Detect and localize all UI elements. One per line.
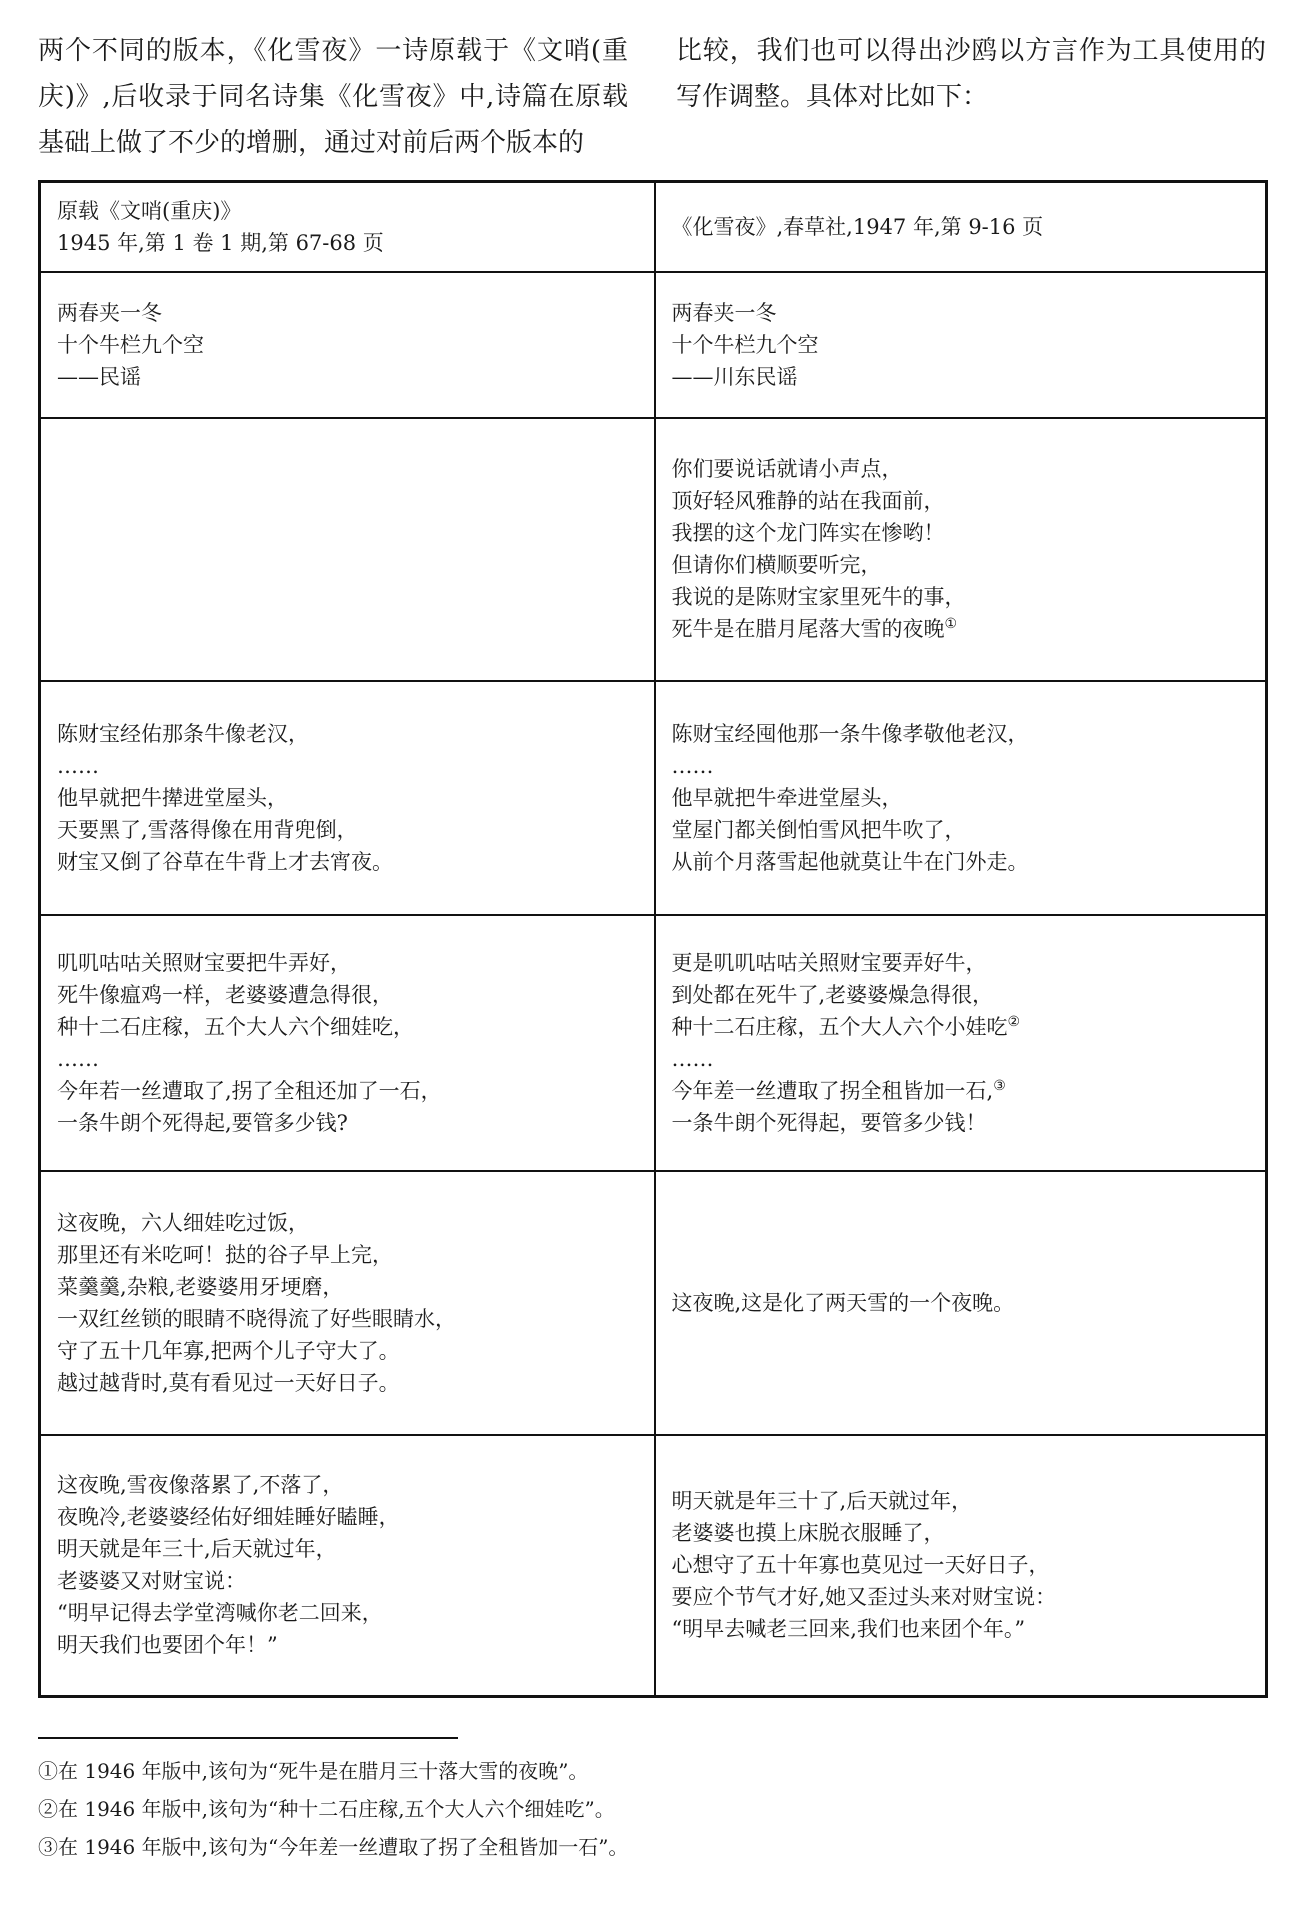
poem-line: ——民谣 xyxy=(57,364,141,389)
poem-line: 这夜晚,雪夜像落累了,不落了， xyxy=(57,1473,344,1498)
poem-line: ——川东民谣 xyxy=(671,364,798,389)
footnote-divider xyxy=(38,1737,458,1739)
poem-line: 老婆婆又对财宝说： xyxy=(57,1569,246,1594)
poem-line: 明天就是年三十了,后天就过年， xyxy=(671,1489,973,1514)
poem-line: 心想守了五十年寡也莫见过一天好日子， xyxy=(671,1553,1050,1578)
poem-line: 要应个节气才好,她又歪过头来对财宝说： xyxy=(671,1585,1057,1610)
poem-line: 越过越背时,莫有看见过一天好日子。 xyxy=(57,1370,400,1395)
poem-line: 老婆婆也摸上床脱衣服睡了， xyxy=(671,1521,945,1546)
poem-line: 明天就是年三十,后天就过年， xyxy=(57,1537,337,1562)
poem-line: 明天我们也要团个年！” xyxy=(57,1633,278,1658)
intro-paragraph-left: 两个不同的版本，《化雪夜》一诗原载于《文哨(重庆)》,后收录于同名诗集《化雪夜》中,诗篇在原载基础上做了不少的增删，通过对前后两个版本的 xyxy=(38,36,628,158)
poem-line: 从前个月落雪起他就莫让牛在门外走。 xyxy=(671,849,1029,874)
cell-revised-version xyxy=(655,1171,1267,1435)
poem-line: 今年若一丝遭取了,拐了全租还加了一石， xyxy=(57,1078,442,1103)
cell-revised-version xyxy=(655,1435,1267,1697)
cell-original-version xyxy=(40,272,655,418)
poem-line: 我摆的这个龙门阵实在惨哟！ xyxy=(671,521,945,545)
footnote-3: ③在 1946 年版中,该句为“今年差一丝遭取了拐了全租皆加一石”。 xyxy=(38,1835,629,1859)
footnote-2: ②在 1946 年版中,该句为“种十二石庄稼,五个大人六个细娃吃”。 xyxy=(38,1797,615,1821)
footnote-1: ①在 1946 年版中,该句为“死牛是在腊月三十落大雪的夜晚”。 xyxy=(38,1759,589,1783)
poem-line: 两春夹一冬 xyxy=(671,300,777,325)
poem-line: …… xyxy=(671,1046,714,1071)
intro-left-column xyxy=(38,28,628,166)
footnote-mark: ③ xyxy=(993,1077,1006,1094)
footnote-mark: ① xyxy=(944,616,958,632)
poem-line: 到处都在死牛了,老婆婆燥急得很， xyxy=(671,982,994,1007)
poem-line: 他早就把牛撵进堂屋头， xyxy=(57,785,288,810)
table-row xyxy=(40,272,1267,418)
poem-line: 他早就把牛牵进堂屋头， xyxy=(671,785,903,810)
table-row xyxy=(40,1435,1267,1697)
poem-line: “明早去喊老三回来,我们也来团个年。” xyxy=(671,1617,1026,1642)
intro-paragraph-right: 比较，我们也可以得出沙鸥以方言作为工具使用的写作调整。具体对比如下： xyxy=(676,36,1266,112)
footnotes xyxy=(38,1752,1266,1866)
poem-line: 天要黑了,雪落得像在用背兜倒， xyxy=(57,817,358,842)
poem-line: 叽叽咕咕关照财宝要把牛弄好， xyxy=(57,950,351,975)
poem-line: 菜羹羹,杂粮,老婆婆用牙埂磨， xyxy=(57,1274,344,1299)
poem-line: 种十二石庄稼，五个大人六个小娃吃② xyxy=(671,1013,1021,1039)
poem-line: 但请你们横顺要听完， xyxy=(671,553,882,577)
poem-line: 陈财宝经佑那条牛像老汉， xyxy=(57,721,309,746)
cell-original-version xyxy=(40,1435,655,1697)
table-row xyxy=(40,915,1267,1171)
cell-revised-version xyxy=(655,915,1267,1171)
poem-line: 一条牛朗个死得起,要管多少钱? xyxy=(57,1110,348,1135)
cell-revised-version xyxy=(655,681,1267,915)
poem-line: 死牛是在腊月尾落大雪的夜晚① xyxy=(671,616,958,641)
poem-line: 守了五十几年寡,把两个儿子守大了。 xyxy=(57,1338,400,1363)
cell-original-version xyxy=(40,418,655,681)
cell-original-version xyxy=(40,681,655,915)
poem-line: 一条牛朗个死得起，要管多少钱！ xyxy=(671,1110,987,1135)
poem-line: “明早记得去学堂湾喊你老二回来， xyxy=(57,1601,383,1626)
poem-line: 堂屋门都关倒怕雪风把牛吹了， xyxy=(671,817,966,842)
cell-revised-version xyxy=(655,418,1267,681)
poem-line: 这夜晚,这是化了两天雪的一个夜晚。 xyxy=(671,1290,1015,1315)
poem-line: 我说的是陈财宝家里死牛的事， xyxy=(671,585,966,609)
poem-line: …… xyxy=(671,753,714,778)
poem-line: 财宝又倒了谷草在牛背上才去宵夜。 xyxy=(57,849,393,874)
poem-line: 种十二石庄稼，五个大人六个细娃吃， xyxy=(57,1014,414,1039)
poem-line: 《化雪夜》,春草社,1947 年,第 9-16 页 xyxy=(671,214,1044,239)
intro-right-column xyxy=(676,28,1266,166)
poem-line: 两春夹一冬 xyxy=(57,300,162,325)
cell-original-version xyxy=(40,182,655,272)
poem-line: 顶好轻风雅静的站在我面前， xyxy=(671,489,945,513)
poem-line: 一双红丝锁的眼睛不晓得流了好些眼睛水， xyxy=(57,1306,456,1331)
table-row xyxy=(40,1171,1267,1435)
poem-line: 十个牛栏九个空 xyxy=(57,332,204,357)
poem-line: 更是叽叽咕咕关照财宝要弄好牛， xyxy=(671,950,987,975)
table-row xyxy=(40,681,1267,915)
poem-line: 死牛像瘟鸡一样，老婆婆遭急得很， xyxy=(57,982,393,1007)
poem-line: 那里还有米吃呵！挞的谷子早上完， xyxy=(57,1242,393,1267)
poem-line: 陈财宝经囤他那一条牛像孝敬他老汉， xyxy=(671,721,1029,746)
poem-line: 今年差一丝遭取了拐全租皆加一石,③ xyxy=(671,1077,1006,1103)
poem-line: …… xyxy=(57,1046,99,1071)
cell-original-version xyxy=(40,915,655,1171)
poem-line: 1945 年,第 1 卷 1 期,第 67-68 页 xyxy=(57,230,384,255)
poem-line: 夜晚冷,老婆婆经佑好细娃睡好瞌睡， xyxy=(57,1505,400,1530)
cell-revised-version xyxy=(655,182,1267,272)
poem-line: 原载《文哨(重庆)》 xyxy=(57,198,242,223)
cell-revised-version xyxy=(655,272,1267,418)
version-comparison-table xyxy=(38,180,1268,1698)
table-row xyxy=(40,418,1267,681)
poem-line: 这夜晚，六人细娃吃过饭， xyxy=(57,1210,309,1235)
table-row xyxy=(40,182,1267,272)
intro-text xyxy=(38,28,1266,166)
cell-original-version xyxy=(40,1171,655,1435)
footnote-mark: ② xyxy=(1007,1013,1021,1030)
poem-line: 你们要说话就请小声点， xyxy=(671,457,903,481)
poem-line: …… xyxy=(57,753,99,778)
poem-line: 十个牛栏九个空 xyxy=(671,332,819,357)
